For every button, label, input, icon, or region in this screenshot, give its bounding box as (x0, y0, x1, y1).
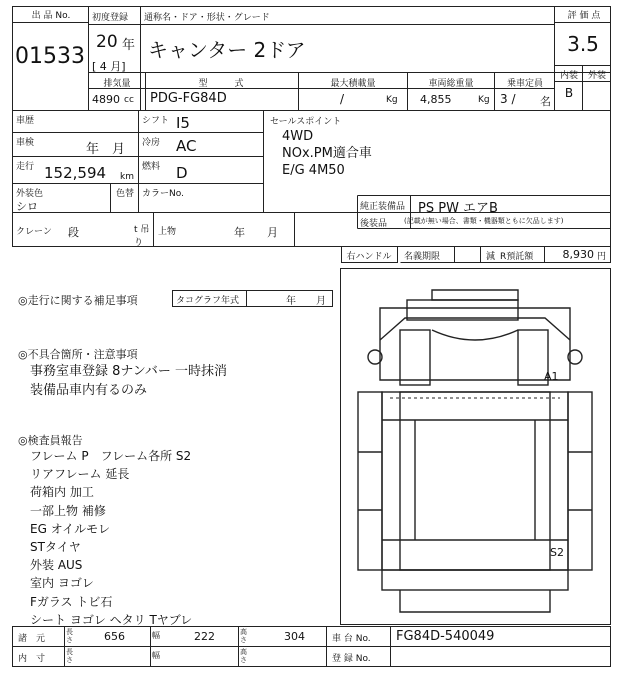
recycle-deposit-label: R預託額 (500, 252, 534, 262)
driving-notes-title: ◎走行に関する補足事項 (18, 294, 138, 307)
upper-body-date: 年 月 (234, 226, 278, 239)
yen-unit: 円 (597, 252, 607, 262)
width-label: 幅 (152, 631, 160, 640)
inner-width-label: 幅 (152, 651, 160, 660)
damage-mark-s2: S2 (550, 546, 564, 559)
sales-point-title: セールスポイント (270, 117, 342, 127)
reduction-label: 減 (486, 252, 496, 262)
inner-dimensions-label: 内 寸 (18, 654, 46, 664)
drive-side: 右ハンドル (346, 252, 392, 262)
sales-point-item: 4WD (282, 129, 314, 144)
shift-value: I5 (176, 114, 190, 132)
displacement-value: 4890 (92, 93, 120, 106)
report-item: EG オイルモレ (30, 521, 111, 536)
report-item: 外装 AUS (30, 558, 83, 573)
seating-unit: 名 (540, 95, 551, 108)
lot-label: 出 品 No. (31, 11, 71, 21)
gross-weight-label: 車両総重量 (428, 79, 474, 89)
registration-year: 20 (96, 32, 118, 52)
sales-point-item: E/G 4M50 (282, 163, 345, 178)
exterior-color-value: シロ (16, 200, 38, 213)
sales-point-item: NOx.PM適合車 (282, 146, 372, 161)
defects-title: ◎不具合箇所・注意事項 (18, 348, 138, 361)
inspector-report-list (30, 447, 192, 629)
vehicle-name-label: 通称名・ドア・形状・グレード (144, 13, 270, 23)
inner-height-label: 高さ (240, 648, 247, 664)
model-label: 型 式 (198, 79, 244, 89)
damage-mark-a1: A1 (544, 370, 559, 383)
crane-ton: t 吊り (134, 225, 150, 248)
color-no-label: カラーNo. (142, 189, 184, 199)
exterior-color-label: 外装色 (16, 189, 44, 199)
fuel-value: D (176, 164, 188, 182)
chassis-label: 車 台 No. (332, 634, 371, 644)
gross-weight-unit: Kg (478, 95, 490, 105)
inspection-label: 車検 (16, 138, 35, 148)
tachograph-date: 年 月 (286, 296, 326, 307)
truck-diagram (358, 290, 592, 612)
ac-value: AC (176, 137, 197, 155)
mileage-value: 152,594 (44, 164, 107, 182)
registration-number-label: 登 録 No. (332, 654, 371, 664)
seating-label: 乗車定員 (506, 79, 543, 89)
interior-grade: B (564, 86, 574, 100)
capacity-label: 最大積載量 (330, 79, 376, 89)
vehicle-name: キャンター 2ドア (148, 38, 306, 62)
chassis-number: FG84D-540049 (396, 629, 495, 644)
defect-item: 装備品車内有るのみ (30, 383, 148, 398)
crane-label: クレーン (16, 227, 52, 237)
inner-length-label: 長さ (66, 648, 73, 664)
dimensions-label: 諸 元 (18, 634, 46, 644)
sales-point-list (282, 128, 372, 179)
length-value: 656 (104, 630, 125, 643)
crane-stage: 段 (68, 226, 79, 239)
name-change-label: 名義期限 (404, 252, 441, 262)
mileage-label: 走行 (16, 162, 35, 172)
aftermarket-note: (記載が無い場合、書類・機器類ともに欠品します) (404, 217, 564, 225)
report-item: Fガラス トビ石 (30, 594, 113, 609)
report-item: リアフレーム 延長 (30, 467, 130, 482)
defects-list (30, 362, 227, 400)
score-label: 評 価 点 (567, 11, 601, 21)
lot-number: 01533 (15, 44, 85, 69)
height-label: 高さ (240, 628, 247, 644)
equipment-value: PS PW エアB (418, 201, 498, 216)
capacity-value: / (340, 92, 345, 106)
upper-body-label: 上物 (158, 227, 177, 237)
recycle-deposit-value: 8,930 (562, 248, 594, 261)
report-item: フレーム P フレーム各所 S2 (30, 449, 192, 463)
report-item: 一部上物 補修 (30, 503, 106, 518)
exterior-label: 外装 (587, 71, 606, 81)
capacity-unit: Kg (386, 95, 398, 105)
km-unit: km (120, 172, 134, 182)
first-registration-label: 初度登録 (92, 13, 129, 23)
tachograph-label: タコグラフ年式 (176, 296, 240, 306)
inspection-date: 年 月 (86, 142, 126, 157)
report-item: 荷箱内 加工 (30, 485, 94, 500)
interior-label: 内装 (559, 71, 578, 81)
width-value: 222 (194, 630, 215, 643)
registration-month: [ 4 月] (92, 60, 126, 73)
shift-label: シフト (142, 116, 170, 126)
year-unit: 年 (122, 38, 136, 53)
cc-unit: cc (124, 95, 134, 105)
repaint-label: 色替 (116, 189, 135, 199)
equipment-label: 純正装備品 (360, 202, 406, 212)
report-item: 室内 ヨゴレ (30, 576, 94, 591)
aftermarket-label: 後装品 (360, 219, 388, 229)
gross-weight-value: 4,855 (420, 93, 452, 106)
defect-item: 事務室車登録 8ナンバー 一時抹消 (30, 364, 227, 379)
fuel-label: 燃料 (142, 162, 161, 172)
report-item: STタイヤ (30, 540, 81, 555)
ac-label: 冷房 (142, 138, 161, 148)
displacement-label: 排気量 (103, 79, 131, 89)
history-label: 車歴 (16, 116, 35, 126)
overall-score: 3.5 (567, 32, 599, 56)
report-item: シート ヨゴレ ヘタリ Tヤブレ (30, 612, 193, 627)
height-value: 304 (284, 630, 305, 643)
seating-value: 3 / (500, 92, 516, 106)
length-label: 長さ (66, 628, 73, 644)
model-code: PDG-FG84D (150, 91, 227, 106)
inspector-report-title: ◎検査員報告 (18, 434, 83, 447)
